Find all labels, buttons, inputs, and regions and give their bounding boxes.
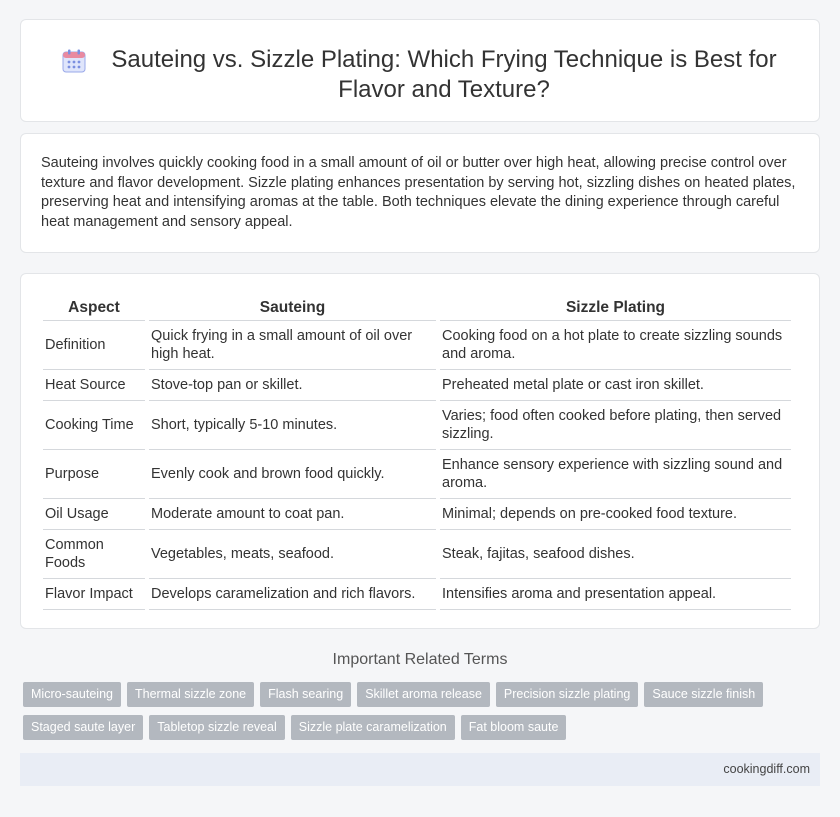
cell-aspect: Oil Usage: [43, 499, 145, 530]
summary-card: [20, 133, 820, 253]
cell-aspect: Flavor Impact: [43, 579, 145, 610]
cell-sauteing: Evenly cook and brown food quickly.: [149, 450, 436, 499]
cell-sizzle: Varies; food often cooked before plating, then served sizzling.: [440, 401, 791, 450]
cell-sauteing: Stove-top pan or skillet.: [149, 370, 436, 401]
cell-sizzle: Minimal; depends on pre-cooked food texture.: [440, 499, 791, 530]
tag-flash-searing[interactable]: Flash searing: [260, 682, 351, 707]
table-header-row: [43, 293, 791, 321]
tag-skillet-aroma-release[interactable]: Skillet aroma release: [357, 682, 490, 707]
calendar-icon: [61, 48, 87, 74]
cell-aspect: Purpose: [43, 450, 145, 499]
cell-sauteing: Vegetables, meats, seafood.: [149, 530, 436, 579]
title-card: [20, 19, 820, 122]
table-row: [43, 401, 791, 450]
tag-staged-saute-layer[interactable]: Staged saute layer: [23, 715, 143, 740]
table-row: [43, 370, 791, 401]
related-terms-tags: [23, 682, 823, 748]
footer-site-link[interactable]: cookingdiff.com: [723, 762, 810, 776]
comparison-table-card: [20, 273, 820, 629]
cell-sizzle: Cooking food on a hot plate to create sizzling sounds and aroma.: [440, 321, 791, 370]
header-aspect: Aspect: [43, 293, 145, 321]
cell-aspect: Heat Source: [43, 370, 145, 401]
cell-sauteing: Develops caramelization and rich flavors.: [149, 579, 436, 610]
page-title: Sauteing vs. Sizzle Plating: Which Frying Technique is Best for Flavor and Texture?: [111, 46, 777, 103]
tag-tabletop-sizzle-reveal[interactable]: Tabletop sizzle reveal: [149, 715, 285, 740]
tag-micro-sauteing[interactable]: Micro-sauteing: [23, 682, 121, 707]
cell-sizzle: Enhance sensory experience with sizzling sound and aroma.: [440, 450, 791, 499]
table-row: [43, 579, 791, 610]
table-row: [43, 321, 791, 370]
table-row: [43, 499, 791, 530]
cell-sizzle: Preheated metal plate or cast iron skillet.: [440, 370, 791, 401]
cell-sizzle: Steak, fajitas, seafood dishes.: [440, 530, 791, 579]
table-row: [43, 450, 791, 499]
footer: [20, 753, 820, 786]
tag-sauce-sizzle-finish[interactable]: Sauce sizzle finish: [644, 682, 763, 707]
cell-sauteing: Short, typically 5-10 minutes.: [149, 401, 436, 450]
header-sizzle-plating: Sizzle Plating: [440, 293, 791, 321]
cell-aspect: Common Foods: [43, 530, 145, 579]
summary-text: Sauteing involves quickly cooking food in a small amount of oil or butter over high heat, allowing precise control over texture and flavor development. Sizzle plating enhances presentation by serving hot, sizzling dishes on heated plates, preserving heat and intensifying aromas at the table. Both techniques elevate the dining experience through careful heat management and sensory appeal.: [41, 155, 796, 230]
comparison-table: [39, 293, 795, 610]
tag-sizzle-plate-caramelization[interactable]: Sizzle plate caramelization: [291, 715, 455, 740]
cell-sauteing: Moderate amount to coat pan.: [149, 499, 436, 530]
tag-thermal-sizzle-zone[interactable]: Thermal sizzle zone: [127, 682, 254, 707]
tag-row: [23, 715, 823, 740]
tag-row: [23, 682, 823, 707]
cell-aspect: Cooking Time: [43, 401, 145, 450]
cell-sauteing: Quick frying in a small amount of oil over high heat.: [149, 321, 436, 370]
tag-fat-bloom-saute[interactable]: Fat bloom saute: [461, 715, 567, 740]
header-sauteing: Sauteing: [149, 293, 436, 321]
table-row: [43, 530, 791, 579]
tag-precision-sizzle-plating[interactable]: Precision sizzle plating: [496, 682, 638, 707]
related-terms-heading: Important Related Terms: [332, 651, 508, 668]
cell-sizzle: Intensifies aroma and presentation appeal.: [440, 579, 791, 610]
cell-aspect: Definition: [43, 321, 145, 370]
